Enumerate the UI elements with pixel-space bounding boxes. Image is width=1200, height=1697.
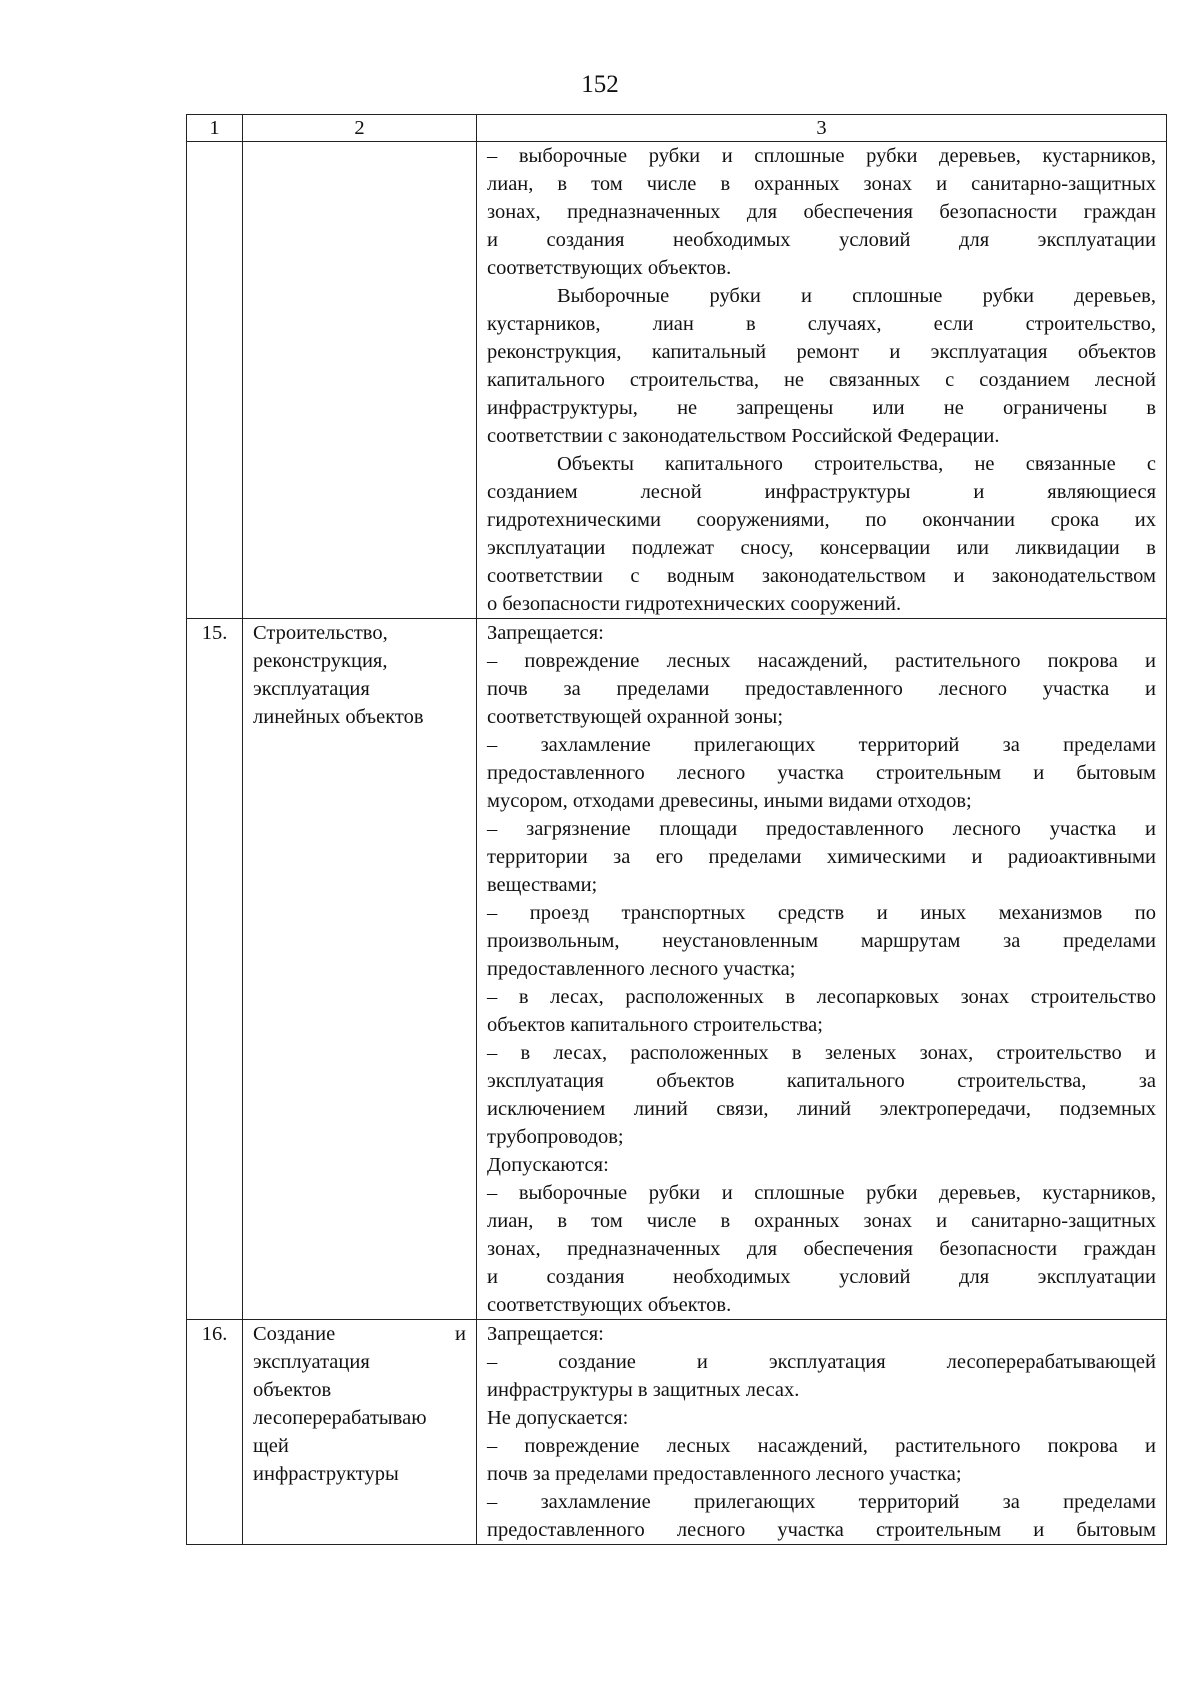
row-text-cell (477, 619, 1167, 1320)
row-name-cell (243, 619, 477, 1320)
table-row-16 (187, 1320, 1167, 1545)
text-line: объектов капитального строительства; (487, 1014, 823, 1036)
row-name-line: инфраструктуры (253, 1463, 399, 1485)
text-line: – создание и эксплуатация лесоперерабатывающей (487, 1351, 1156, 1373)
row-text-cell (477, 142, 1167, 619)
text-line: соответствии с законодательством Российской Федерации. (487, 425, 1000, 447)
text-line: – выборочные рубки и сплошные рубки деревьев, кустарников, (487, 1182, 1156, 1204)
text-line: о безопасности гидротехнических сооружений. (487, 593, 902, 615)
text-line: почв за пределами предоставленного лесного участка и (487, 678, 1156, 700)
text-line: – захламление прилегающих территорий за пределами (487, 1491, 1156, 1513)
row-number: 15. (187, 619, 243, 1320)
text-line: – захламление прилегающих территорий за пределами (487, 734, 1156, 756)
row-name-line: эксплуатация (253, 1351, 370, 1373)
document-table (186, 114, 1167, 1545)
text-line: реконструкция, капитальный ремонт и эксплуатация объектов (487, 341, 1156, 363)
text-line: Запрещается: (487, 1323, 604, 1345)
row-name-line: Строительство, (253, 622, 388, 644)
text-line: произвольным, неустановленным маршрутам за пределами (487, 930, 1156, 952)
row-name-line: щей (253, 1435, 289, 1457)
text-line: и создания необходимых условий для эксплуатации (487, 229, 1156, 251)
text-line: соответствующих объектов. (487, 257, 732, 279)
text-line: трубопроводов; (487, 1126, 624, 1148)
text-line: исключением линий связи, линий электропередачи, подземных (487, 1098, 1156, 1120)
text-line: гидротехническими сооружениями, по окончании срока их (487, 509, 1156, 531)
table-header-row (187, 115, 1167, 142)
text-line: – выборочные рубки и сплошные рубки деревьев, кустарников, (487, 145, 1156, 167)
row-name-cell (243, 142, 477, 619)
text-line: – повреждение лесных насаждений, растительного покрова и (487, 1435, 1156, 1457)
text-line: эксплуатация объектов капитального строительства, за (487, 1070, 1156, 1092)
row-number: 16. (187, 1320, 243, 1545)
text-line: предоставленного лесного участка строительным и бытовым (487, 1519, 1156, 1541)
text-line: – повреждение лесных насаждений, растительного покрова и (487, 650, 1156, 672)
column-header-2: 2 (243, 115, 477, 142)
text-line: лиан, в том числе в охранных зонах и санитарно-защитных (487, 1210, 1156, 1232)
text-line: зонах, предназначенных для обеспечения безопасности граждан (487, 201, 1156, 223)
text-line: Запрещается: (487, 622, 604, 644)
text-line: предоставленного лесного участка строительным и бытовым (487, 762, 1156, 784)
text-line: кустарников, лиан в случаях, если строительство, (487, 313, 1156, 335)
row-name-line: линейных объектов (253, 706, 424, 728)
text-line: территории за его пределами химическими и радиоактивными (487, 846, 1156, 868)
text-line: эксплуатации подлежат сносу, консервации или ликвидации в (487, 537, 1156, 559)
text-line: лиан, в том числе в охранных зонах и санитарно-защитных (487, 173, 1156, 195)
row-name-line: Создание и (253, 1323, 466, 1345)
text-line: инфраструктуры, не запрещены или не ограничены в (487, 397, 1156, 419)
row-name-line: лесоперерабатываю (253, 1407, 427, 1429)
text-line: зонах, предназначенных для обеспечения безопасности граждан (487, 1238, 1156, 1260)
text-line: предоставленного лесного участка; (487, 958, 796, 980)
column-header-3: 3 (477, 115, 1167, 142)
text-line: Объекты капитального строительства, не связанные с (557, 453, 1156, 475)
text-line: – загрязнение площади предоставленного лесного участка и (487, 818, 1156, 840)
text-line: мусором, отходами древесины, иными видами отходов; (487, 790, 972, 812)
text-line: – в лесах, расположенных в лесопарковых зонах строительство (487, 986, 1156, 1008)
text-line: капитального строительства, не связанных с созданием лесной (487, 369, 1156, 391)
row-name-line: объектов (253, 1379, 332, 1401)
text-line: и создания необходимых условий для эксплуатации (487, 1266, 1156, 1288)
text-line: инфраструктуры в защитных лесах. (487, 1379, 800, 1401)
page-number: 152 (581, 71, 619, 98)
text-line: – в лесах, расположенных в зеленых зонах, строительство и (487, 1042, 1156, 1064)
row-text-cell (477, 1320, 1167, 1545)
text-line: соответствующей охранной зоны; (487, 706, 784, 728)
text-line: веществами; (487, 874, 598, 896)
row-name-line: реконструкция, (253, 650, 388, 672)
text-line: Допускаются: (487, 1154, 609, 1176)
row-number-cell (187, 142, 243, 619)
column-header-1: 1 (187, 115, 243, 142)
text-line: – проезд транспортных средств и иных механизмов по (487, 902, 1156, 924)
text-line: соответствующих объектов. (487, 1294, 732, 1316)
row-name-cell (243, 1320, 477, 1545)
table-row-continued (187, 142, 1167, 619)
row-name-line: эксплуатация (253, 678, 370, 700)
text-line: созданием лесной инфраструктуры и являющиеся (487, 481, 1156, 503)
text-line: Выборочные рубки и сплошные рубки деревьев, (557, 285, 1156, 307)
text-line: соответствии с водным законодательством и законодательством (487, 565, 1156, 587)
text-line: почв за пределами предоставленного лесного участка; (487, 1463, 962, 1485)
text-line: Не допускается: (487, 1407, 629, 1429)
table-row-15 (187, 619, 1167, 1320)
